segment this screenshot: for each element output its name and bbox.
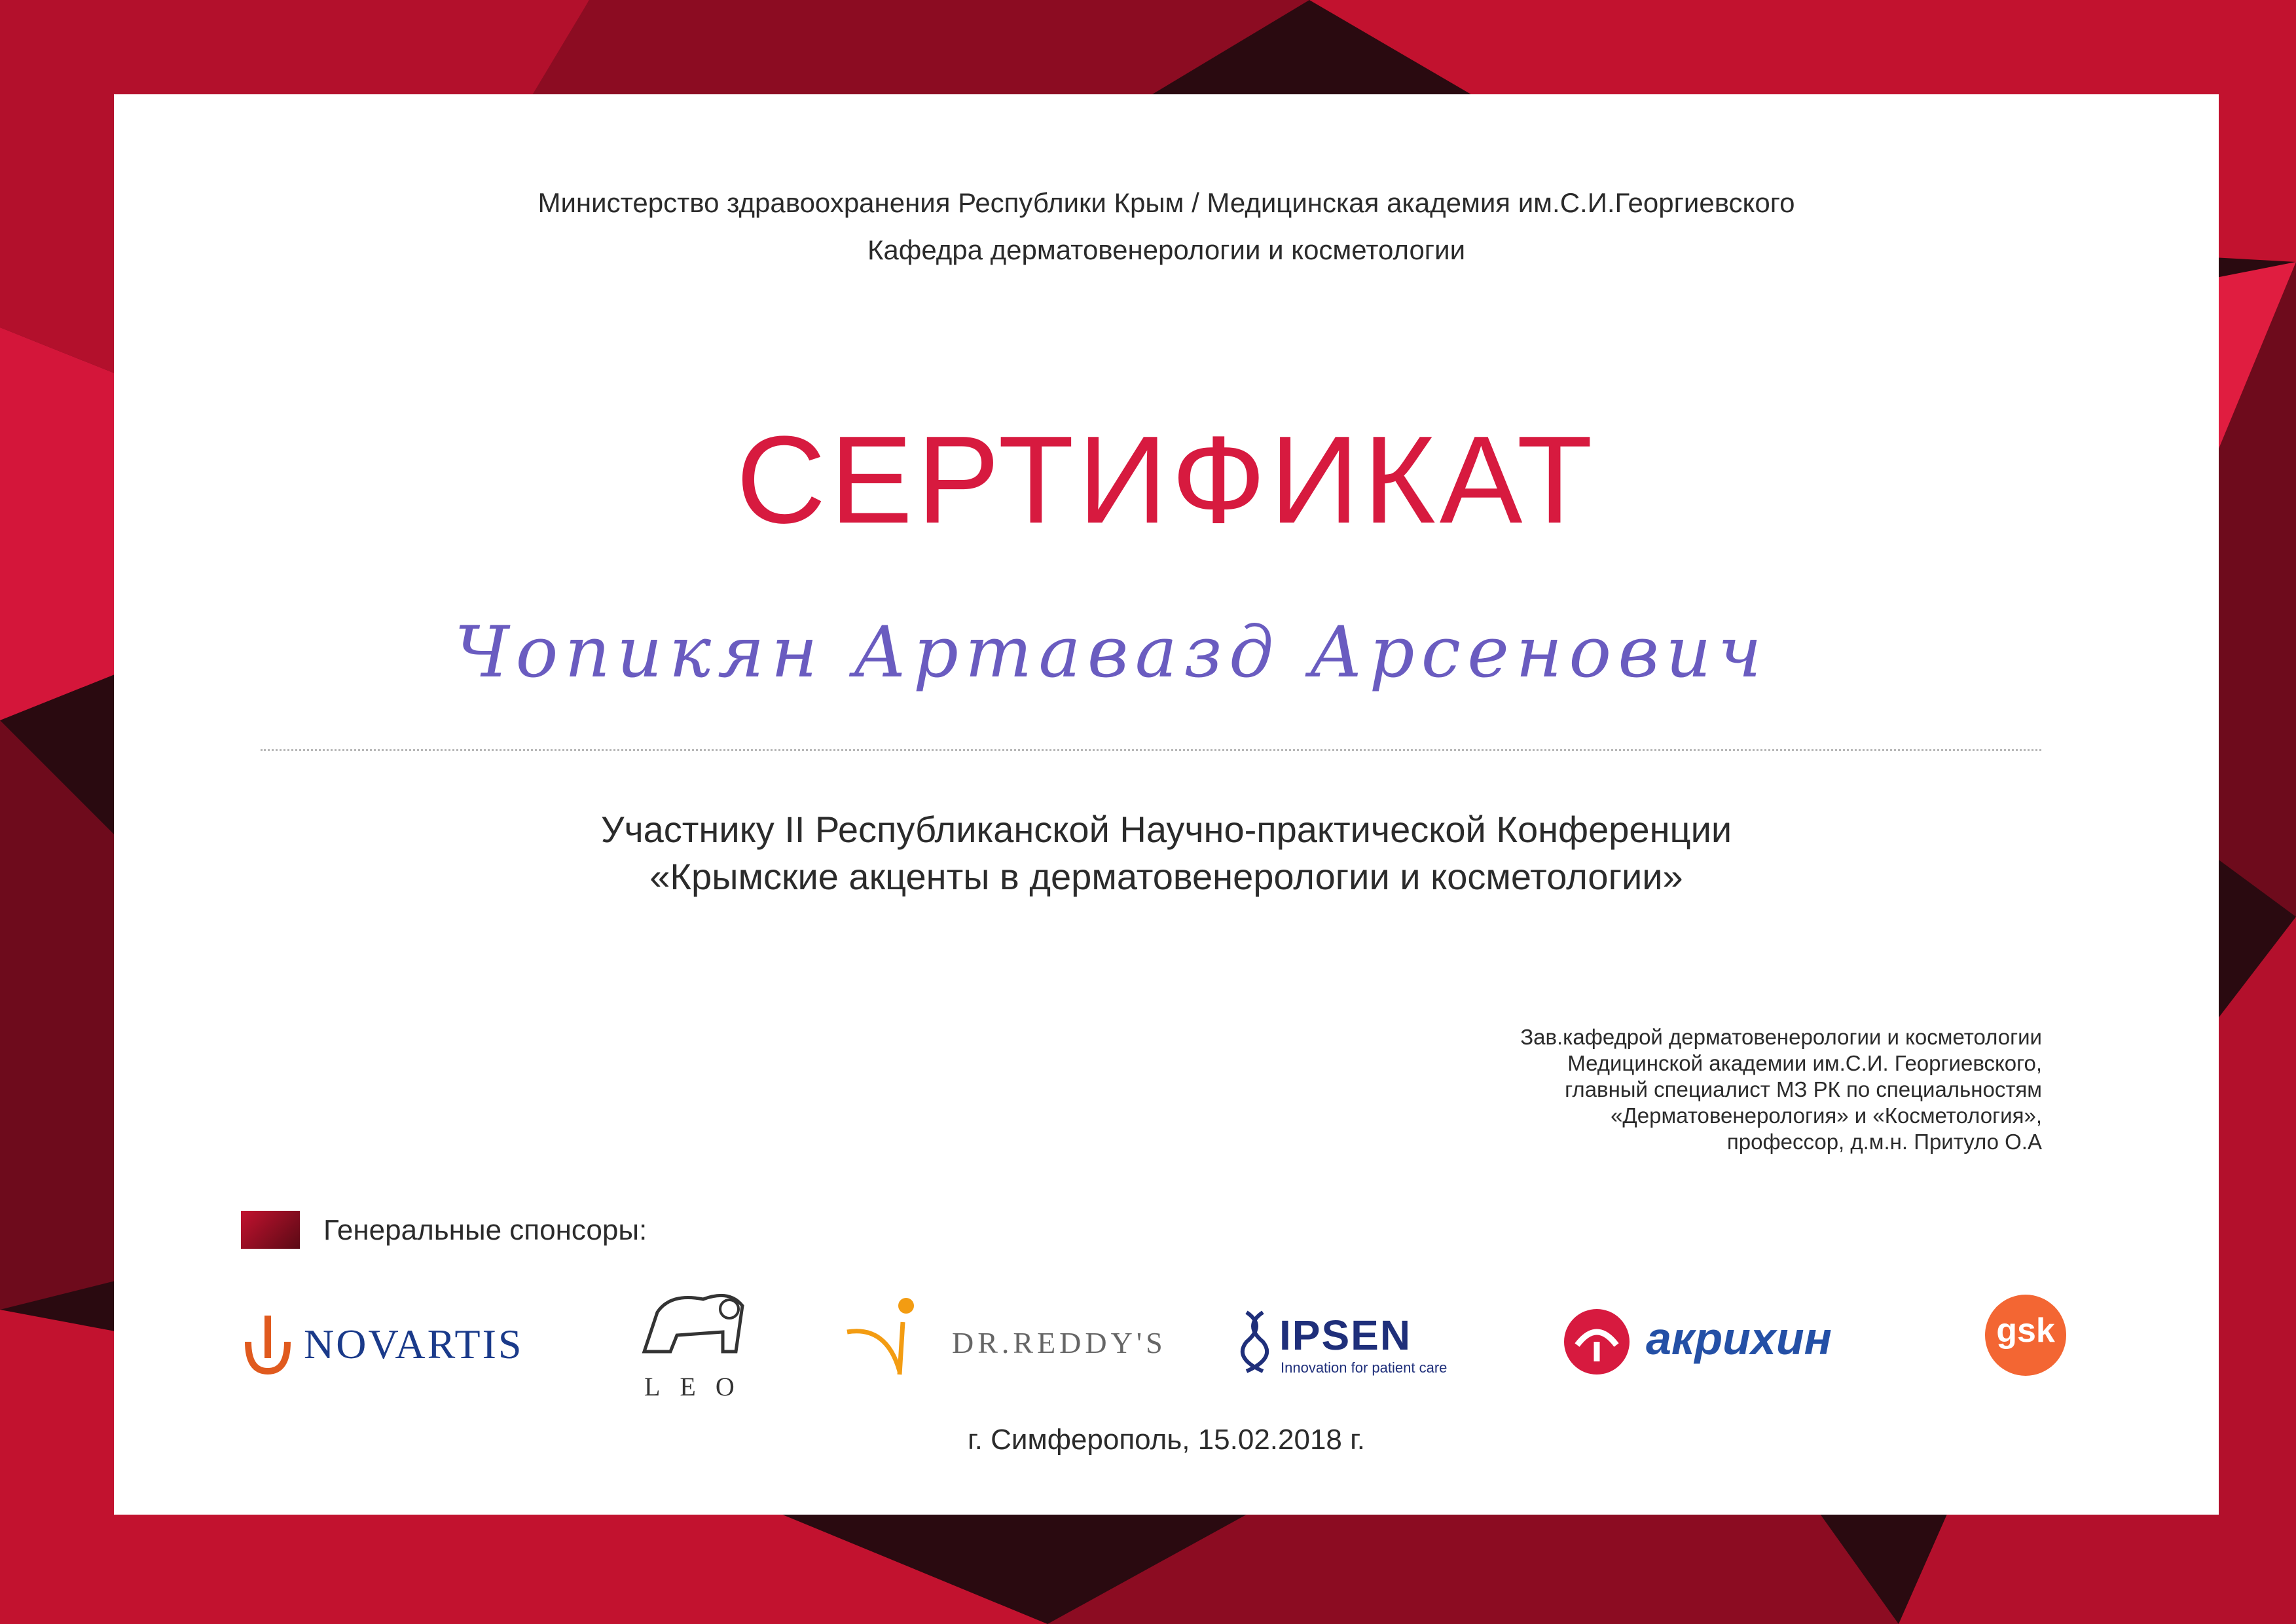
signatory-line: главный специалист МЗ РК по специальностям xyxy=(1565,1077,2042,1101)
signatory-block xyxy=(1520,1024,2042,1155)
akrikhin-circle-icon xyxy=(1561,1306,1633,1378)
novartis-flame-icon xyxy=(238,1306,297,1378)
ipsen-logo xyxy=(1240,1280,1476,1411)
leo-logo xyxy=(631,1280,756,1411)
signatory-line: профессор, д.м.н. Притуло О.А xyxy=(1726,1130,2042,1154)
dr-reddys-logo xyxy=(841,1280,1181,1411)
participant-name-handwritten: Чопикян Артавазд Арсенович xyxy=(454,612,1768,693)
sponsors-marker-icon xyxy=(241,1211,300,1249)
leo-wordmark: LEO xyxy=(644,1372,754,1401)
signatory-line: «Дерматовенерология» и «Косметология», xyxy=(1611,1103,2042,1128)
conference-line-2: «Крымские акценты в дерматовенерологии и косметологии» xyxy=(649,856,1683,897)
conference-line-1: Участнику II Республиканской Научно-практической Конференции xyxy=(600,809,1732,850)
gsk-logo xyxy=(1983,1280,2075,1411)
dr-reddys-figure-icon xyxy=(841,1293,926,1384)
leo-lion-icon xyxy=(631,1280,756,1371)
ipsen-helix-icon xyxy=(1240,1306,1273,1378)
gsk-wordmark: gsk xyxy=(1996,1312,2055,1350)
ipsen-tagline: Innovation for patient care xyxy=(1281,1359,1448,1376)
signatory-line: Медицинской академии им.С.И. Георгиевского, xyxy=(1567,1051,2042,1075)
akrikhin-logo xyxy=(1561,1280,1901,1411)
name-dotted-line xyxy=(261,749,2041,751)
ipsen-wordmark: IPSEN xyxy=(1279,1312,1412,1359)
header-organizations: Министерство здравоохранения Республики Крым / Медицинская академия им.С.И.Георгиевского xyxy=(538,187,1795,218)
novartis-wordmark: NOVARTIS xyxy=(304,1321,524,1367)
city-date: г. Симферополь, 15.02.2018 г. xyxy=(967,1424,1366,1456)
signatory-line: Зав.кафедрой дерматовенерологии и косметологии xyxy=(1520,1025,2042,1049)
akrikhin-wordmark: акрихин xyxy=(1646,1313,1832,1364)
dr-reddys-wordmark: DR.REDDY'S xyxy=(952,1326,1167,1359)
certificate-title: СЕРТИФИКАТ xyxy=(736,411,1597,549)
novartis-logo xyxy=(238,1280,546,1411)
sponsors-label: Генеральные спонсоры: xyxy=(323,1214,647,1246)
certificate-sheet xyxy=(114,94,2219,1515)
header-department: Кафедра дерматовенерологии и косметологии xyxy=(867,234,1466,265)
